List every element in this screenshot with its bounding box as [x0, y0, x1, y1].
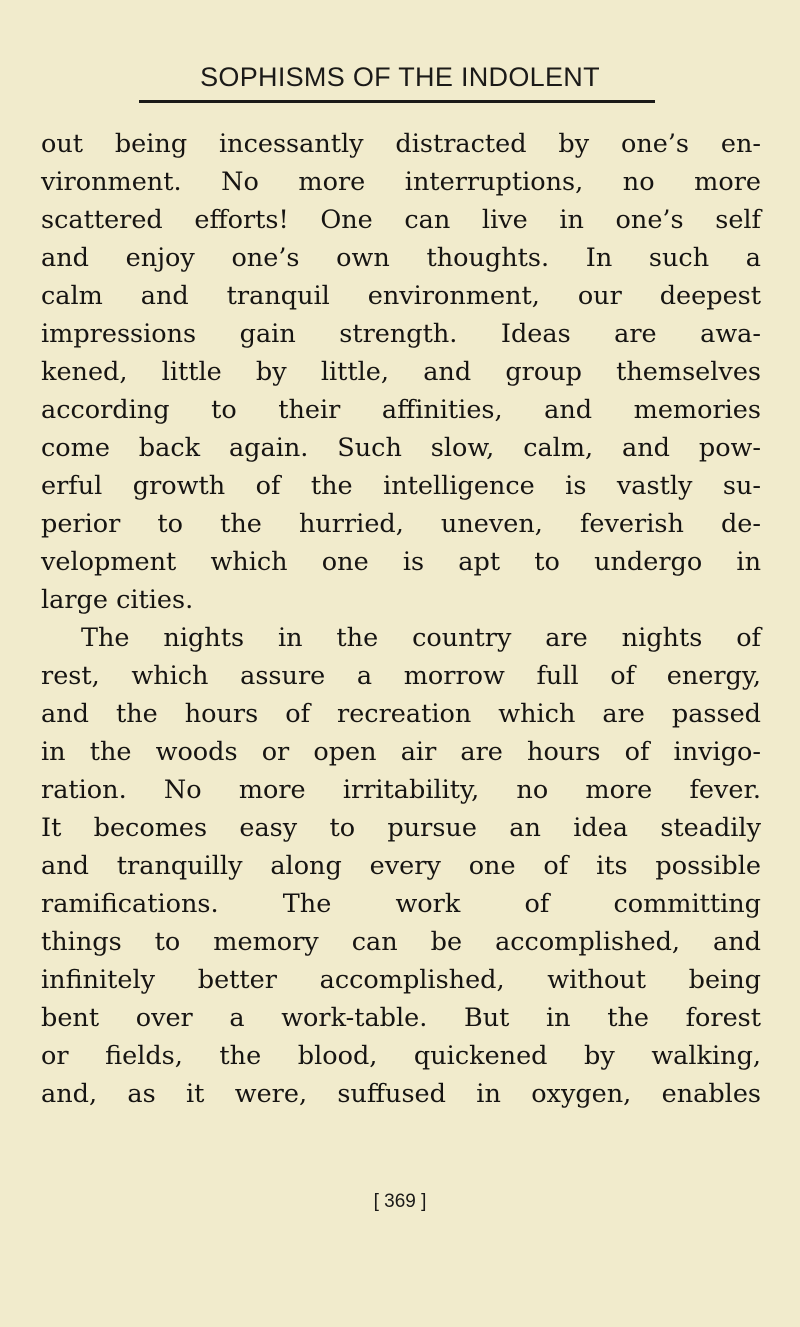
text-line: impressions gain strength. Ideas are awa-	[41, 319, 761, 349]
header-rule	[139, 100, 655, 103]
text-line: and enjoy one’s own thoughts. In such a	[41, 243, 761, 273]
text-line: erful growth of the intelligence is vastly su-	[41, 471, 761, 501]
text-line: come back again. Such slow, calm, and pow-	[41, 433, 761, 463]
text-line: perior to the hurried, uneven, feverish de-	[41, 509, 761, 539]
text-line: rest, which assure a morrow full of energy,	[41, 661, 761, 691]
paragraph	[41, 619, 761, 1113]
running-head: SOPHISMS OF THE INDOLENT	[200, 62, 600, 92]
body-text	[41, 125, 761, 1113]
page-number: [ 369 ]	[373, 1191, 427, 1212]
text-line: things to memory can be accomplished, and	[41, 927, 761, 957]
text-line: kened, little by little, and group themselves	[41, 357, 761, 387]
text-line: and the hours of recreation which are passed	[41, 699, 761, 729]
text-line: The nights in the country are nights of	[81, 623, 761, 653]
text-line: or fields, the blood, quickened by walking,	[41, 1041, 761, 1071]
text-line: infinitely better accomplished, without being	[41, 965, 761, 995]
paragraph	[41, 125, 761, 619]
text-line: calm and tranquil environment, our deepest	[41, 281, 761, 311]
text-line: vironment. No more interruptions, no more	[41, 167, 761, 197]
text-line: out being incessantly distracted by one’s en-	[41, 129, 761, 159]
text-line: ration. No more irritability, no more fever.	[41, 775, 761, 805]
text-line: ramifications. The work of committing	[41, 889, 761, 919]
text-line: and, as it were, suffused in oxygen, enables	[41, 1079, 761, 1109]
text-line: It becomes easy to pursue an idea steadily	[41, 813, 761, 843]
text-line: according to their affinities, and memories	[41, 395, 761, 425]
text-line: velopment which one is apt to undergo in	[41, 547, 761, 577]
text-line: scattered efforts! One can live in one’s self	[41, 205, 761, 235]
text-line: and tranquilly along every one of its possible	[41, 851, 761, 881]
text-line: large cities.	[41, 585, 194, 615]
text-line: bent over a work-table. But in the forest	[41, 1003, 761, 1033]
text-line: in the woods or open air are hours of invigo-	[41, 737, 761, 767]
